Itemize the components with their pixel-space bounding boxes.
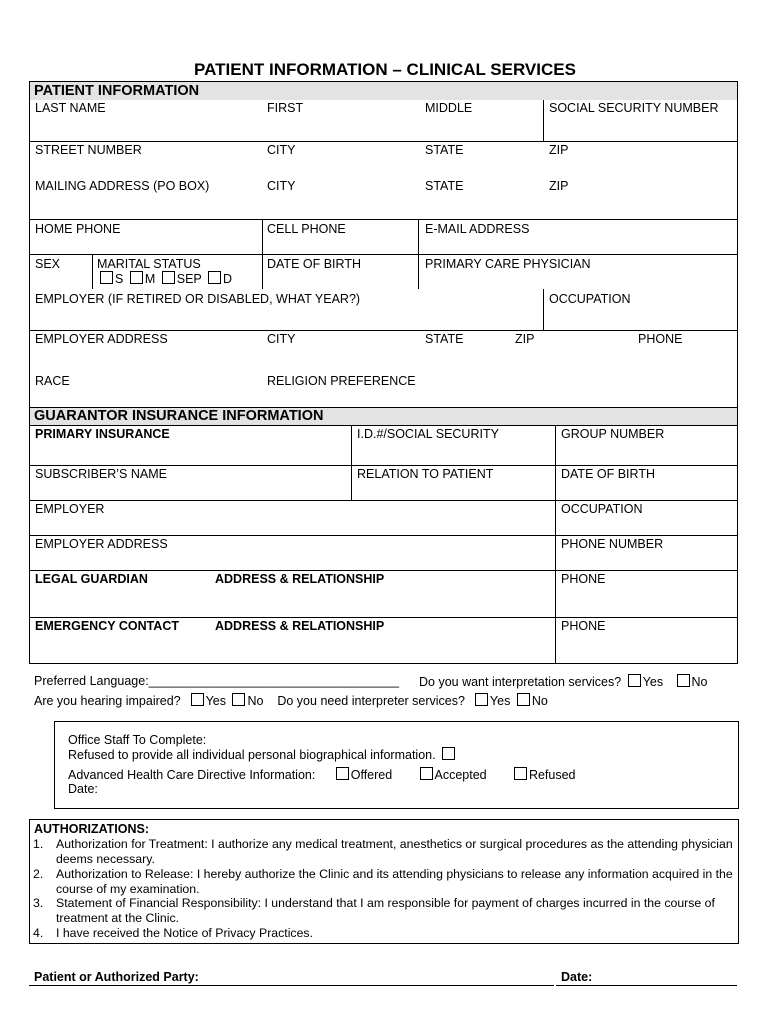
directive-refused-checkbox[interactable] xyxy=(514,767,527,780)
interpreter-yes-checkbox[interactable] xyxy=(475,693,488,706)
authorization-text: I have received the Notice of Privacy Practices. xyxy=(56,926,313,940)
interp-yes-checkbox[interactable] xyxy=(628,674,641,687)
middle-name-field[interactable]: MIDDLE xyxy=(425,101,473,115)
primary-physician-field[interactable]: PRIMARY CARE PHYSICIAN xyxy=(425,257,591,271)
patient-signature-line[interactable] xyxy=(29,985,554,986)
directive-accepted-checkbox[interactable] xyxy=(420,767,433,780)
emergency-contact-field[interactable]: EMERGENCY CONTACT xyxy=(35,619,179,633)
hearing-yes-label: Yes xyxy=(205,694,226,708)
occupation-field[interactable]: OCCUPATION xyxy=(549,292,631,306)
signature-date-label: Date: xyxy=(561,970,593,984)
mailing-state-field[interactable]: STATE xyxy=(425,179,464,193)
emergency-phone-field[interactable]: PHONE xyxy=(561,619,606,633)
mailing-address-field[interactable]: MAILING ADDRESS (PO BOX) xyxy=(35,179,210,193)
office-date-field[interactable]: Date: xyxy=(68,782,98,796)
interp-yes-label: Yes xyxy=(642,675,664,689)
city-field[interactable]: CITY xyxy=(267,143,296,157)
cell-phone-field[interactable]: CELL PHONE xyxy=(267,222,346,236)
directive-label: Advanced Health Care Directive Information: xyxy=(68,768,316,782)
legal-guardian-field[interactable]: LEGAL GUARDIAN xyxy=(35,572,148,586)
interp-no-checkbox[interactable] xyxy=(677,674,690,687)
marital-sep-checkbox[interactable] xyxy=(162,271,175,284)
email-field[interactable]: E-MAIL ADDRESS xyxy=(425,222,530,236)
street-number-field[interactable]: STREET NUMBER xyxy=(35,143,142,157)
guarantor-occupation-field[interactable]: OCCUPATION xyxy=(561,502,643,516)
sex-field[interactable]: SEX xyxy=(35,257,61,271)
state-field[interactable]: STATE xyxy=(425,143,464,157)
interpreter-question-label: Do you need interpreter services? xyxy=(277,694,465,708)
religion-field[interactable]: RELIGION PREFERENCE xyxy=(267,374,416,388)
employer-address-field[interactable]: EMPLOYER ADDRESS xyxy=(35,332,168,346)
employer-phone-field[interactable]: PHONE xyxy=(638,332,683,346)
refused-info-checkbox[interactable] xyxy=(442,747,455,760)
directive-refused-label: Refused xyxy=(528,768,576,782)
authorization-number: 3. xyxy=(33,896,44,910)
home-phone-field[interactable]: HOME PHONE xyxy=(35,222,121,236)
hearing-yes-checkbox[interactable] xyxy=(191,693,204,706)
guarantor-phone-number-field[interactable]: PHONE NUMBER xyxy=(561,537,664,551)
directive-offered-checkbox[interactable] xyxy=(336,767,349,780)
mailing-city-field[interactable]: CITY xyxy=(267,179,296,193)
interpreter-no-checkbox[interactable] xyxy=(517,693,530,706)
relation-to-patient-field[interactable]: RELATION TO PATIENT xyxy=(357,467,494,481)
directive-row xyxy=(68,767,576,782)
hearing-question-row xyxy=(34,693,548,708)
guardian-address-relationship-field[interactable]: ADDRESS & RELATIONSHIP xyxy=(215,572,385,586)
mailing-zip-field[interactable]: ZIP xyxy=(549,179,569,193)
employer-field[interactable]: EMPLOYER (IF RETIRED OR DISABLED, WHAT YEAR?) xyxy=(35,292,361,306)
marital-s-label: S xyxy=(115,272,124,286)
form-title: PATIENT INFORMATION – CLINICAL SERVICES xyxy=(194,60,576,79)
hearing-no-checkbox[interactable] xyxy=(232,693,245,706)
hearing-impaired-label: Are you hearing impaired? xyxy=(34,694,181,708)
interpretation-services-label: Do you want interpretation services? xyxy=(419,675,622,689)
race-field[interactable]: RACE xyxy=(35,374,70,388)
authorization-text: Authorization for Treatment: I authorize any medical treatment, anesthetics or surgical procedures as the attending physician deems necessary. xyxy=(56,837,733,866)
guarantor-heading: GUARANTOR INSURANCE INFORMATION xyxy=(34,408,324,424)
ssn-field[interactable]: SOCIAL SECURITY NUMBER xyxy=(549,101,719,115)
group-number-field[interactable]: GROUP NUMBER xyxy=(561,427,665,441)
marital-d-label: D xyxy=(223,272,233,286)
interpreter-yes-label: Yes xyxy=(489,694,511,708)
marital-m-label: M xyxy=(144,272,156,286)
signature-date-line[interactable] xyxy=(556,985,737,986)
id-ssn-field[interactable]: I.D.#/SOCIAL SECURITY xyxy=(357,427,499,441)
last-name-field[interactable]: LAST NAME xyxy=(35,101,106,115)
guarantor-employer-field[interactable]: EMPLOYER xyxy=(35,502,105,516)
marital-sep-label: SEP xyxy=(176,272,202,286)
authorization-number: 4. xyxy=(33,926,44,940)
emergency-address-relationship-field[interactable]: ADDRESS & RELATIONSHIP xyxy=(215,619,385,633)
marital-status-label: MARITAL STATUS xyxy=(97,257,201,271)
marital-d-checkbox[interactable] xyxy=(208,271,221,284)
employer-city-field[interactable]: CITY xyxy=(267,332,296,346)
authorizations-heading: AUTHORIZATIONS: xyxy=(34,822,150,836)
marital-m-checkbox[interactable] xyxy=(130,271,143,284)
subscriber-name-field[interactable]: SUBSCRIBER’S NAME xyxy=(35,467,167,481)
hearing-no-label: No xyxy=(247,694,264,708)
marital-s-checkbox[interactable] xyxy=(100,271,113,284)
patient-info-heading: PATIENT INFORMATION xyxy=(34,83,200,99)
directive-accepted-label: Accepted xyxy=(434,768,487,782)
authorization-number: 2. xyxy=(33,867,44,881)
employer-zip-field[interactable]: ZIP xyxy=(515,332,535,346)
directive-offered-label: Offered xyxy=(350,768,393,782)
interpreter-no-label: No xyxy=(531,694,548,708)
first-name-field[interactable]: FIRST xyxy=(267,101,304,115)
dob-field[interactable]: DATE OF BIRTH xyxy=(267,257,361,271)
guardian-phone-field[interactable]: PHONE xyxy=(561,572,606,586)
guarantor-employer-address-field[interactable]: EMPLOYER ADDRESS xyxy=(35,537,168,551)
marital-status-options xyxy=(97,271,232,286)
primary-insurance-field[interactable]: PRIMARY INSURANCE xyxy=(35,427,170,441)
office-staff-heading: Office Staff To Complete: xyxy=(68,733,207,747)
patient-signature-label: Patient or Authorized Party: xyxy=(34,970,199,984)
employer-state-field[interactable]: STATE xyxy=(425,332,464,346)
interpretation-services-question xyxy=(419,674,707,689)
refused-info-row xyxy=(68,747,457,762)
preferred-language-field[interactable]: Preferred Language:____________________________________ xyxy=(34,674,399,688)
authorization-text: Authorization to Release: I hereby authorize the Clinic and its attending physicians to release any information acquired in the course of my examination. xyxy=(56,867,733,896)
zip-field[interactable]: ZIP xyxy=(549,143,569,157)
interp-no-label: No xyxy=(691,675,708,689)
subscriber-dob-field[interactable]: DATE OF BIRTH xyxy=(561,467,655,481)
authorization-number: 1. xyxy=(33,837,44,851)
refused-info-label: Refused to provide all individual personal biographical information. xyxy=(68,748,436,762)
authorization-text: Statement of Financial Responsibility: I understand that I am responsible for payment of charges incurred in the course of treatment at the Clinic. xyxy=(56,896,715,925)
